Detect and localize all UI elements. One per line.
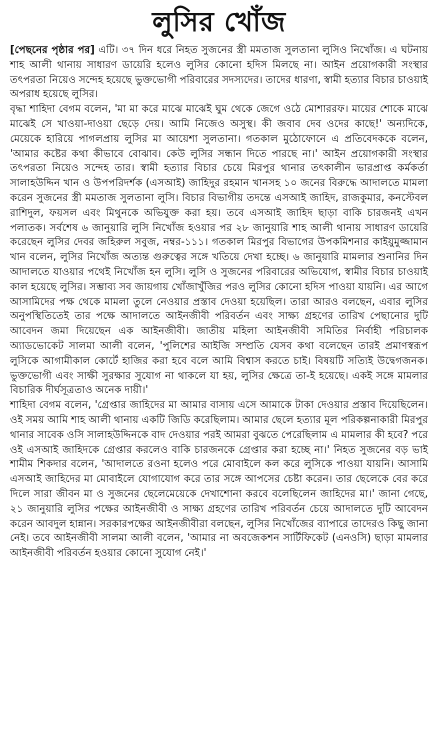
article-paragraph-2: বৃদ্ধা শাহিদা বেগম বলেন, 'মা মা করে মাঝে মাঝেই ঘুম থেকে জেগে ওঠে মোশাররফ। মায়ের শোকে মাঝে মাঝেই সে খাওয়া-দাওয়া ছেড়ে দেয়। আমি নিজেও অসুস্থ। কী জবাব দেব ওদের কাছে!' অন্যদিকে, মেয়েকে হারিয়ে পাগলপ্রায় লুসির মা আয়েশা সুলতানা। গতকাল মুঠোফোনে এ প্রতিবেদককে বলেন, 'আমার কষ্টের কথা কীভাবে বোঝাব। কেউ লুসির সন্ধান দিতে পারছে না।' আইন প্রয়োগকারী সংস্থার তৎপরতা নিয়েও সন্দেহ তার। স্বামী হত্যার বিচার চেয়ে মিরপুর থানার তৎকালীন ভারপ্রাপ্ত কর্মকর্তা সালাহউদ্দিন খান ও উপপরিদর্শক (এসআই) জাহিদুর রহমান খানসহ ১০ জনের বিরুদ্ধে আদালতে মামলা করেন সুজনের স্ত্রী মমতাজ সুলতানা লুসি। বিচার বিভাগীয় তদন্তে এসআই জাহিদ, রাজকুমার, কনস্টেবল রাশিদুল, ফয়সল এবং মিথুনকে অভিযুক্ত করা হয়। তবে এসআই জাহিদ ছাড়া বাকি চারজনই এখন পলাতক। সর্বশেষ ৬ জানুয়ারি লুসি নিখোঁজ হওয়ার পর ২৮ জানুয়ারি শাহ আলী থানায় সাধারণ ডায়েরি করেছেন লুসির দেবর জহিরুল সবুজ, নম্বর-১১১। গতকাল মিরপুর বিভাগের উপকমিশনার কাইয়ুমুজ্জামান খান বলেন, লুসির নিখোঁজ অত্যন্ত গুরুত্বের সঙ্গে খতিয়ে দেখা হচ্ছে। ৬ জানুয়ারি মামলার শুনানির দিন আদালতে যাওয়ার পথেই নিখোঁজ হন লুসি। লুসি ও সুজনের পরিবারের অভিযোগ, স্বামীর বিচার চাওয়াই কাল হয়েছে লুসির। সম্ভাব্য সব জায়গায় খোঁজাখুঁজির পরও লুসির কোনো হদিস পাওয়া যায়নি। এর আগে আসামিদের পক্ষ থেকে মামলা তুলে নেওয়ার প্রস্তাব দেওয়া হয়েছিল। তারা আরও বলছেন, এবার লুসির অনুপস্থিতিতেই তার পক্ষে আদালতে আইনজীবী পরিবর্তন এবং সাক্ষ্য গ্রহণের তারিখ পেছানোর দুটি আবেদন জমা দিয়েছেন এক আইনজীবী। জাতীয় মহিলা আইনজীবী সমিতির নির্বাহী পরিচালক অ্যাডভোকেট সালমা আলী বলেন, 'পুলিশের আইজি সম্প্রতি যেসব কথা বলেছেন তারই প্রমাণস্বরূপ লুসিকে আগামীকাল কোর্টে হাজির করা হবে বলে আমি বিশ্বাস করতে চাই। বিষয়টি সত্যিই উদ্বেগজনক। ভুক্তভোগী এবং সাক্ষী সুরক্ষার সুযোগ না থাকলে যা হয়, লুসির ক্ষেত্রে তা-ই হয়েছে। একই সঙ্গে মামলার বিচারিক দীর্ঘসূত্রতাও অনেক দায়ী।' (10, 104, 428, 397)
article-paragraph-3: শাহিদা বেগম বলেন, 'গ্রেপ্তার জাহিদের মা আমার বাসায় এসে আমাকে টাকা দেওয়ার প্রস্তাব দিয়েছিলেন। ওই সময় আমি শাহ আলী থানায় একটি জিডি করেছিলাম। আমার ছেলে হত্যার মূল পরিকল্পনাকারী মিরপুর থানার সাবেক ওসি সালাহউদ্দিনকে বাদ দেওয়ার পরই আমরা বুঝতে পেরেছিলাম এ মামলার কী হবে? পরে ওই এসআই জাহিদকে গ্রেপ্তার করলেও বাকি চারজনকে গ্রেপ্তার করা হচ্ছে না।' নিহত সুজনের বড় ভাই শামীম শিকদার বলেন, 'আদালতে রওনা হলেও পরে মোবাইলে কল করে লুসিকে পাওয়া যায়নি। আসামি এসআই জাহিদের মা মোবাইলে যোগাযোগ করে তার সঙ্গে আপসের চেষ্টা করেন। তার ছেলেকে বের করে দিলে সারা জীবন মা ও সুজনের ছেলেমেয়েকে দেখাশোনা করবে বলেছিলেন জাহিদের মা।' জানা গেছে, ২১ জানুয়ারি লুসির পক্ষের আইনজীবী ও সাক্ষ্য গ্রহণের তারিখ পরিবর্তন চেয়ে আদালতে দুটি আবেদন করেন আবদুল হান্নান। সরকারপক্ষের আইনজীবীরা বলছেন, লুসির নিখোঁজের ব্যাপারে তাদেরও কিছু জানা নেই। তবে আইনজীবী সালমা আলী বলেন, 'আমার না অবজেকশন সার্টিফিকেট (এনওসি) ছাড়া মামলার আইনজীবী পরিবর্তন হওয়ার কোনো সুযোগ নেই।' (10, 400, 428, 560)
paragraph-1-text: এটি। ৩৭ দিন ধরে নিহত সুজনের স্ত্রী মমতাজ সুলতানা লুসিও নিখোঁজ। এ ঘটনায় শাহ আলী থানায় সাধারণ ডায়েরি হলেও লুসির কোনো হদিস মিলছে না। আইন প্রয়োগকারী সংস্থার তৎপরতা নিয়েও সন্দেহ হয়েছে ভুক্তভোগী পরিবারের সদস্যদের। তাদের ধারণা, স্বামী হত্যার বিচার চাওয়াই অপরাধ হয়েছে লুসির। (10, 45, 429, 101)
article-body (10, 44, 428, 562)
article-paragraph-1 (10, 44, 428, 103)
article-headline: লুসির খোঁজ (152, 7, 286, 38)
continuation-label: [পেছনের পৃষ্ঠার পর] (10, 45, 95, 56)
